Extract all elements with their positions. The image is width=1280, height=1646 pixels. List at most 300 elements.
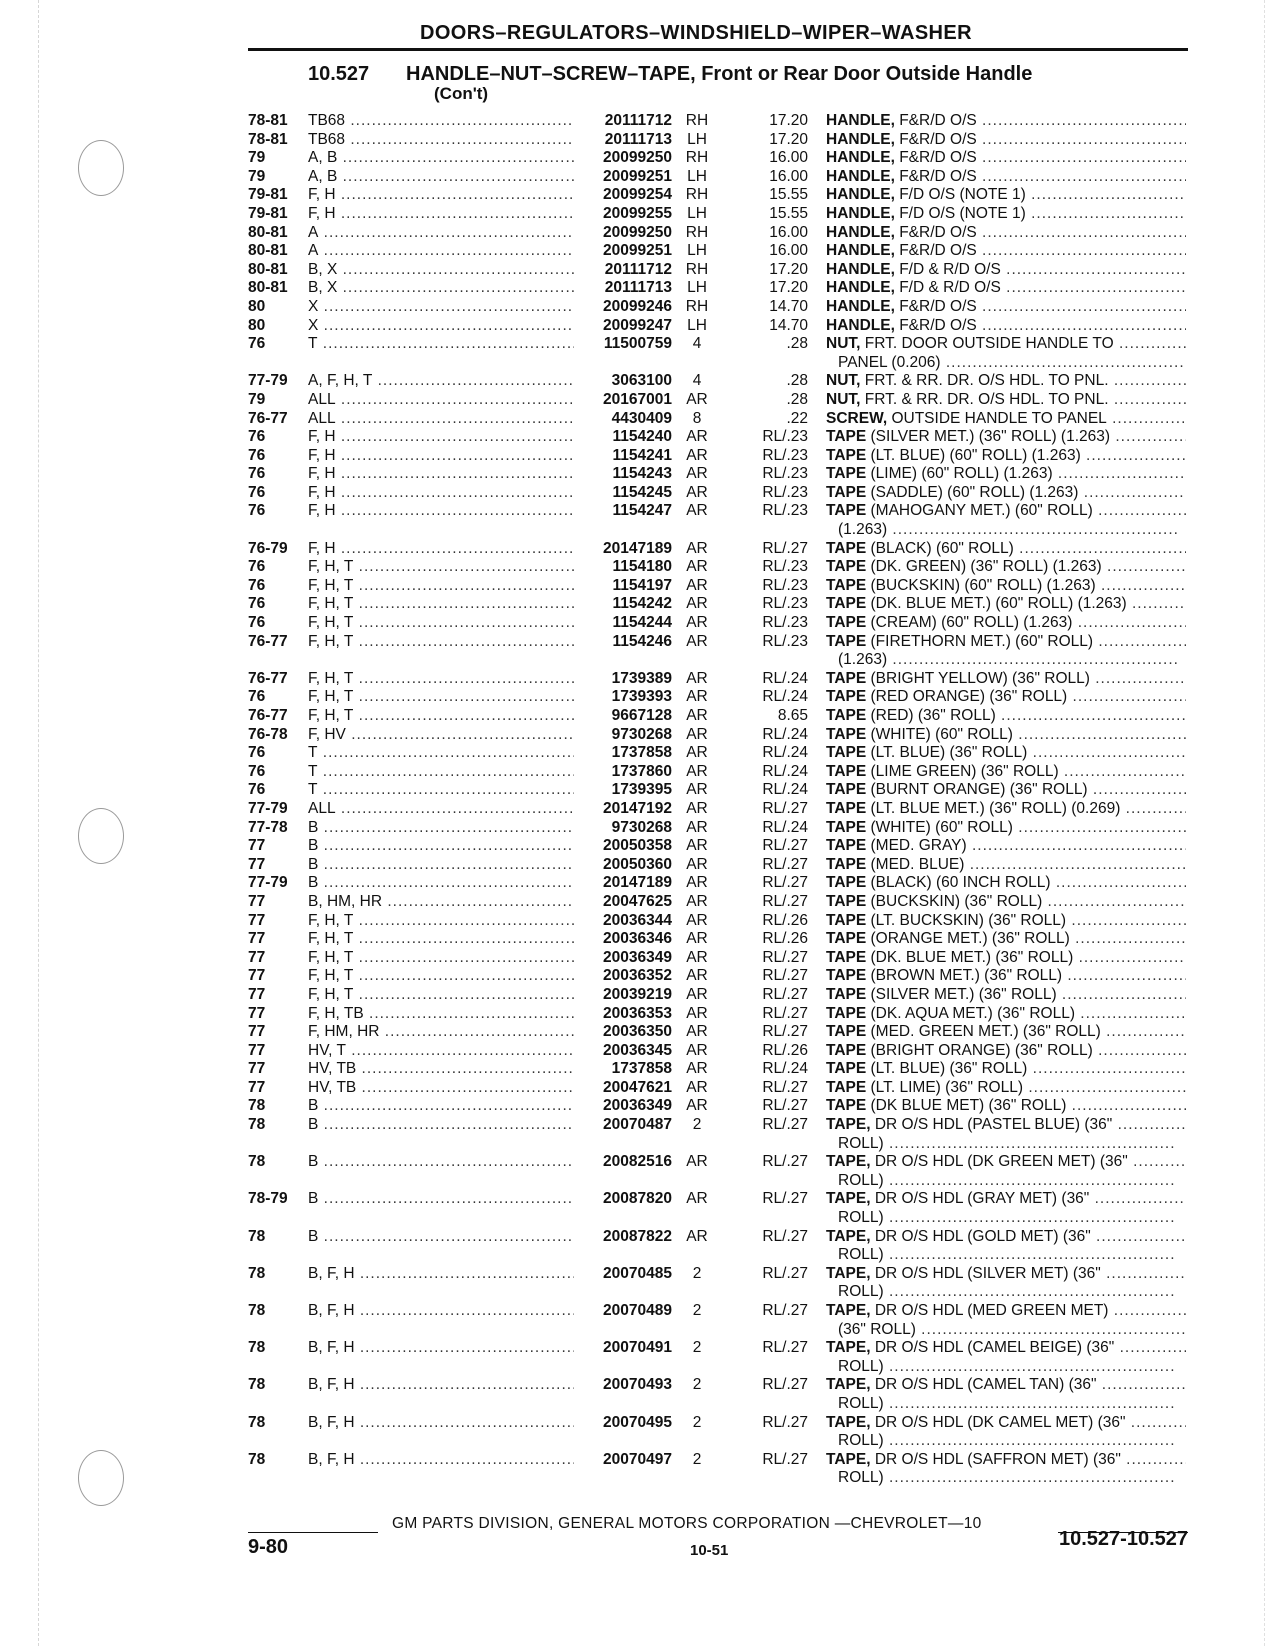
description-line bbox=[826, 763, 1186, 782]
series: T ..... bbox=[308, 781, 574, 800]
item-detail: (FIRETHORN MET.) (60" ROLL) bbox=[870, 632, 1094, 650]
price: 17.20 bbox=[769, 260, 808, 278]
price: RL/.23 bbox=[762, 576, 808, 594]
description bbox=[826, 1265, 1186, 1302]
description bbox=[826, 1190, 1186, 1227]
table-row bbox=[0, 837, 1280, 856]
table-row bbox=[0, 874, 1280, 893]
series: F, HM, HR ..... bbox=[308, 1023, 574, 1042]
model-year: 76-79 bbox=[248, 539, 288, 557]
part-number: 20099251 bbox=[600, 242, 672, 261]
part-number: 1739395 bbox=[609, 781, 672, 800]
description-line bbox=[826, 484, 1186, 503]
table-row bbox=[0, 856, 1280, 875]
price: RL/.23 bbox=[762, 446, 808, 464]
model-year: 76 bbox=[248, 576, 266, 594]
table-row bbox=[0, 298, 1280, 317]
price: RL/.27 bbox=[762, 892, 808, 910]
item-detail: (ORANGE MET.) (36" ROLL) bbox=[870, 930, 1070, 948]
part-number: 20167001 bbox=[600, 391, 672, 410]
item-detail: (BUCKSKIN) (36" ROLL) bbox=[870, 892, 1043, 910]
description bbox=[826, 893, 1186, 912]
model-year: 76 bbox=[248, 595, 266, 613]
table-row bbox=[0, 949, 1280, 968]
item-detail: (LT. BUCKSKIN) (36" ROLL) bbox=[870, 911, 1067, 929]
series: F, H, T ..... bbox=[308, 633, 574, 652]
item-name: TAPE bbox=[826, 614, 867, 632]
series: ALL ..... bbox=[308, 391, 574, 410]
price: RL/.23 bbox=[762, 428, 808, 446]
price: RL/.27 bbox=[762, 539, 808, 557]
description-line bbox=[826, 317, 1186, 336]
description-line bbox=[826, 391, 1186, 410]
item-detail: (RED ORANGE) (36" ROLL) bbox=[870, 688, 1068, 706]
item-detail: F/D O/S (NOTE 1) bbox=[899, 204, 1026, 222]
series: F, H, T ..... bbox=[308, 688, 574, 707]
description bbox=[826, 1339, 1186, 1376]
item-detail: F/D O/S (NOTE 1) bbox=[899, 186, 1026, 204]
quantity: AR bbox=[686, 967, 708, 985]
item-name: TAPE bbox=[826, 892, 867, 910]
quantity: AR bbox=[686, 595, 708, 613]
description-line bbox=[826, 967, 1186, 986]
item-detail: DR O/S HDL (SILVER MET) (36" bbox=[874, 1264, 1101, 1282]
description bbox=[826, 1023, 1186, 1042]
description bbox=[826, 856, 1186, 875]
model-year: 78-81 bbox=[248, 130, 288, 148]
part-number: 20099251 bbox=[600, 168, 672, 187]
series: A, F, H, T ..... bbox=[308, 372, 574, 391]
item-name: TAPE bbox=[826, 1004, 867, 1022]
table-row bbox=[0, 1079, 1280, 1098]
description-line bbox=[826, 428, 1186, 447]
item-name: TAPE bbox=[826, 725, 867, 743]
part-number: 20099254 bbox=[600, 186, 672, 205]
description bbox=[826, 763, 1186, 782]
item-detail: (SADDLE) (60" ROLL) (1.263) bbox=[870, 483, 1079, 501]
description bbox=[826, 1451, 1186, 1488]
series: F, H ..... bbox=[308, 428, 574, 447]
table-row bbox=[0, 595, 1280, 614]
table-row bbox=[0, 484, 1280, 503]
model-year: 77 bbox=[248, 967, 266, 985]
price: RL/.27 bbox=[762, 1097, 808, 1115]
model-year: 76 bbox=[248, 465, 266, 483]
description bbox=[826, 614, 1186, 633]
quantity: AR bbox=[686, 707, 708, 724]
description-line bbox=[826, 1079, 1186, 1098]
price: 16.00 bbox=[769, 242, 808, 260]
model-year: 76-78 bbox=[248, 725, 288, 743]
price: RL/.27 bbox=[762, 1302, 808, 1319]
price: RL/.27 bbox=[762, 837, 808, 855]
price: RL/.24 bbox=[762, 762, 808, 780]
price: .22 bbox=[786, 409, 808, 427]
quantity: AR bbox=[686, 799, 708, 817]
price: RL/.27 bbox=[762, 1004, 808, 1022]
table-row bbox=[0, 335, 1280, 372]
part-number: 20036352 bbox=[600, 967, 672, 986]
table-row bbox=[0, 558, 1280, 577]
series: B, F, H ..... bbox=[308, 1265, 574, 1284]
description-continuation: ROLL) ..... bbox=[826, 1283, 1186, 1302]
item-name: TAPE bbox=[826, 874, 867, 892]
item-detail: (DK. BLUE MET.) (60" ROLL) (1.263) bbox=[870, 595, 1127, 613]
model-year: 77 bbox=[248, 1041, 266, 1059]
item-name: TAPE, bbox=[826, 1227, 871, 1245]
model-year: 79 bbox=[248, 167, 266, 185]
item-name: TAPE bbox=[826, 818, 867, 836]
series: B, F, H ..... bbox=[308, 1376, 574, 1395]
description bbox=[826, 465, 1186, 484]
quantity: LH bbox=[687, 242, 707, 260]
series: B, F, H ..... bbox=[308, 1302, 574, 1321]
table-row bbox=[0, 410, 1280, 429]
table-row bbox=[0, 261, 1280, 280]
series: F, H ..... bbox=[308, 186, 574, 205]
item-name: TAPE bbox=[826, 781, 867, 799]
price: 16.00 bbox=[769, 149, 808, 167]
part-number: 20099247 bbox=[600, 317, 672, 336]
part-number: 3063100 bbox=[609, 372, 672, 391]
description bbox=[826, 949, 1186, 968]
item-detail: (LT. BLUE MET.) (36" ROLL) (0.269) bbox=[870, 799, 1121, 817]
table-row bbox=[0, 688, 1280, 707]
series: B, F, H ..... bbox=[308, 1414, 574, 1433]
item-detail: (BUCKSKIN) (60" ROLL) (1.263) bbox=[870, 576, 1096, 594]
price: RL/.23 bbox=[762, 483, 808, 501]
description-continuation: ROLL) ..... bbox=[826, 1358, 1186, 1377]
series: A ..... bbox=[308, 224, 574, 243]
description-continuation: ROLL) ..... bbox=[826, 1172, 1186, 1191]
item-detail: F&R/D O/S bbox=[899, 167, 977, 185]
item-name: TAPE, bbox=[826, 1450, 871, 1468]
description-line bbox=[826, 930, 1186, 949]
item-name: HANDLE, bbox=[826, 316, 895, 334]
item-detail: F/D & R/D O/S bbox=[899, 279, 1001, 297]
description bbox=[826, 224, 1186, 243]
item-name: HANDLE, bbox=[826, 149, 895, 167]
table-row bbox=[0, 186, 1280, 205]
series: T ..... bbox=[308, 763, 574, 782]
quantity: 2 bbox=[692, 1450, 702, 1468]
part-number: 1154243 bbox=[610, 465, 673, 484]
model-year: 76 bbox=[248, 502, 266, 520]
item-name: TAPE bbox=[826, 446, 867, 464]
series: F, H, T ..... bbox=[308, 577, 574, 596]
series: F, H, T ..... bbox=[308, 949, 574, 968]
quantity: AR bbox=[686, 911, 708, 929]
description bbox=[826, 205, 1186, 224]
quantity: 4 bbox=[692, 372, 702, 390]
footer-page-number: 10-51 bbox=[690, 1542, 729, 1559]
description bbox=[826, 1042, 1186, 1061]
description bbox=[826, 1376, 1186, 1413]
item-detail: FRT. & RR. DR. O/S HDL. TO PNL. bbox=[864, 390, 1109, 408]
table-row bbox=[0, 242, 1280, 261]
section-heading bbox=[308, 63, 1032, 86]
table-row bbox=[0, 112, 1280, 131]
item-detail: F&R/D O/S bbox=[899, 242, 977, 260]
table-row bbox=[0, 614, 1280, 633]
series: A, B ..... bbox=[308, 149, 574, 168]
part-number: 1739393 bbox=[609, 688, 672, 707]
table-row bbox=[0, 1042, 1280, 1061]
series: T ..... bbox=[308, 744, 574, 763]
item-detail: OUTSIDE HANDLE TO PANEL bbox=[891, 409, 1107, 427]
model-year: 76 bbox=[248, 335, 266, 353]
footer-rule bbox=[248, 1532, 378, 1533]
description bbox=[826, 261, 1186, 280]
price: RL/.24 bbox=[762, 744, 808, 762]
quantity: AR bbox=[686, 1041, 708, 1059]
price: RL/.27 bbox=[762, 1153, 808, 1171]
item-name: HANDLE, bbox=[826, 167, 895, 185]
model-year: 80-81 bbox=[248, 260, 288, 278]
quantity: AR bbox=[686, 1097, 708, 1115]
table-row bbox=[0, 577, 1280, 596]
item-detail: (LT. BLUE) (60" ROLL) (1.263) bbox=[870, 446, 1081, 464]
item-name: TAPE bbox=[826, 855, 867, 873]
description-line bbox=[826, 1302, 1186, 1321]
description-line bbox=[826, 279, 1186, 298]
quantity: RH bbox=[685, 112, 709, 129]
item-detail: (MAHOGANY MET.) (60" ROLL) bbox=[870, 502, 1093, 520]
part-number: 20111712 bbox=[602, 261, 672, 280]
model-year: 77 bbox=[248, 930, 266, 948]
table-row bbox=[0, 1023, 1280, 1042]
price: RL/.27 bbox=[762, 1227, 808, 1245]
price: RL/.27 bbox=[762, 1450, 808, 1468]
model-year: 76 bbox=[248, 446, 266, 464]
price: RL/.23 bbox=[762, 465, 808, 483]
part-number: 20070491 bbox=[600, 1339, 672, 1358]
series: B, HM, HR ..... bbox=[308, 893, 574, 912]
description-line bbox=[826, 1376, 1186, 1395]
item-name: TAPE, bbox=[826, 1376, 871, 1394]
item-name: HANDLE, bbox=[826, 260, 895, 278]
description-line bbox=[826, 1042, 1186, 1061]
description-line bbox=[826, 261, 1186, 280]
series: F, H, T ..... bbox=[308, 595, 574, 614]
model-year: 76-77 bbox=[248, 632, 288, 650]
description bbox=[826, 317, 1186, 336]
model-year: 78 bbox=[248, 1450, 266, 1468]
item-detail: (BRIGHT ORANGE) (36" ROLL) bbox=[870, 1041, 1093, 1059]
price: 16.00 bbox=[769, 223, 808, 241]
series: ALL ..... bbox=[308, 410, 574, 429]
quantity: LH bbox=[687, 167, 707, 185]
description-line bbox=[826, 540, 1186, 559]
table-row bbox=[0, 502, 1280, 539]
series: B, X ..... bbox=[308, 279, 574, 298]
description-line bbox=[826, 1265, 1186, 1284]
model-year: 78 bbox=[248, 1264, 266, 1282]
part-number: 20087820 bbox=[600, 1190, 672, 1209]
description-continuation: ROLL) ..... bbox=[826, 1469, 1186, 1488]
quantity: 2 bbox=[692, 1264, 702, 1282]
description-line bbox=[826, 1451, 1186, 1470]
description bbox=[826, 595, 1186, 614]
part-number: 1739389 bbox=[609, 670, 672, 689]
item-name: TAPE, bbox=[826, 1413, 871, 1431]
item-detail: FRT. DOOR OUTSIDE HANDLE TO bbox=[864, 335, 1114, 353]
model-year: 76 bbox=[248, 483, 266, 501]
description-line bbox=[826, 1414, 1186, 1433]
description-line bbox=[826, 670, 1186, 689]
description-continuation: (36" ROLL) ..... bbox=[826, 1321, 1186, 1340]
series: B, F, H ..... bbox=[308, 1451, 574, 1470]
item-detail: F&R/D O/S bbox=[899, 112, 977, 129]
price: 17.20 bbox=[769, 112, 808, 129]
quantity: AR bbox=[686, 892, 708, 910]
item-detail: (BRIGHT YELLOW) (36" ROLL) bbox=[870, 669, 1090, 687]
part-number: 20111712 bbox=[602, 112, 672, 131]
description bbox=[826, 168, 1186, 187]
item-detail: (BROWN MET.) (36" ROLL) bbox=[870, 967, 1063, 985]
item-name: TAPE bbox=[826, 595, 867, 613]
part-number: 20147189 bbox=[600, 540, 672, 559]
part-number: 20050358 bbox=[600, 837, 672, 856]
price: RL/.23 bbox=[762, 614, 808, 632]
description bbox=[826, 447, 1186, 466]
description-line bbox=[826, 744, 1186, 763]
model-year: 77 bbox=[248, 855, 266, 873]
model-year: 77 bbox=[248, 1004, 266, 1022]
item-detail: FRT. & RR. DR. O/S HDL. TO PNL. bbox=[864, 372, 1109, 390]
description-line bbox=[826, 1005, 1186, 1024]
description-continuation: (1.263) ..... bbox=[826, 651, 1186, 670]
parts-list bbox=[0, 112, 1280, 1488]
quantity: AR bbox=[686, 744, 708, 762]
description-line bbox=[826, 874, 1186, 893]
description bbox=[826, 484, 1186, 503]
footer-date: 9-80 bbox=[248, 1536, 289, 1558]
quantity: AR bbox=[686, 818, 708, 836]
price: 8.65 bbox=[777, 707, 808, 724]
description bbox=[826, 837, 1186, 856]
part-number: 20036349 bbox=[600, 949, 672, 968]
table-row bbox=[0, 670, 1280, 689]
quantity: AR bbox=[686, 781, 708, 799]
part-number: 20099250 bbox=[600, 149, 672, 168]
description-line bbox=[826, 688, 1186, 707]
model-year: 77 bbox=[248, 948, 266, 966]
price: RL/.27 bbox=[762, 1264, 808, 1282]
model-year: 76-77 bbox=[248, 707, 288, 724]
description-line bbox=[826, 577, 1186, 596]
item-name: TAPE bbox=[826, 669, 867, 687]
item-name: NUT, bbox=[826, 335, 861, 353]
description bbox=[826, 800, 1186, 819]
model-year: 76 bbox=[248, 558, 266, 576]
table-row bbox=[0, 1190, 1280, 1227]
price: RL/.23 bbox=[762, 632, 808, 650]
item-name: TAPE bbox=[826, 930, 867, 948]
quantity: AR bbox=[686, 539, 708, 557]
price: .28 bbox=[786, 390, 808, 408]
part-number: 20099246 bbox=[600, 298, 672, 317]
part-number: 20036349 bbox=[600, 1097, 672, 1116]
page-title: DOORS–REGULATORS–WINDSHIELD–WIPER–WASHER bbox=[420, 22, 972, 44]
price: RL/.27 bbox=[762, 1078, 808, 1096]
item-name: TAPE bbox=[826, 465, 867, 483]
series: B ..... bbox=[308, 837, 574, 856]
description bbox=[826, 558, 1186, 577]
item-detail: (SILVER MET.) (36" ROLL) (1.263) bbox=[870, 428, 1111, 446]
item-detail: (WHITE) (60" ROLL) bbox=[870, 725, 1013, 743]
table-row bbox=[0, 633, 1280, 670]
quantity: RH bbox=[685, 186, 709, 204]
table-row bbox=[0, 1265, 1280, 1302]
quantity: AR bbox=[686, 688, 708, 706]
table-row bbox=[0, 391, 1280, 410]
table-row bbox=[0, 317, 1280, 336]
item-detail: (MED. GRAY) bbox=[870, 837, 967, 855]
quantity: LH bbox=[687, 316, 707, 334]
series: B ..... bbox=[308, 819, 574, 838]
table-row bbox=[0, 465, 1280, 484]
quantity: AR bbox=[686, 1023, 708, 1041]
item-name: TAPE bbox=[826, 707, 867, 724]
table-row bbox=[0, 800, 1280, 819]
item-name: TAPE bbox=[826, 576, 867, 594]
item-name: HANDLE, bbox=[826, 242, 895, 260]
quantity: AR bbox=[686, 669, 708, 687]
item-detail: (BURNT ORANGE) (36" ROLL) bbox=[870, 781, 1088, 799]
model-year: 78-79 bbox=[248, 1190, 288, 1208]
item-detail: (CREAM) (60" ROLL) (1.263) bbox=[870, 614, 1073, 632]
model-year: 79 bbox=[248, 149, 266, 167]
part-number: 20087822 bbox=[600, 1228, 672, 1247]
description-line bbox=[826, 1116, 1186, 1135]
price: RL/.27 bbox=[762, 1023, 808, 1041]
series: B, F, H ..... bbox=[308, 1339, 574, 1358]
item-name: TAPE bbox=[826, 1041, 867, 1059]
item-detail: (DK. GREEN) (36" ROLL) (1.263) bbox=[870, 558, 1102, 576]
quantity: 8 bbox=[692, 409, 702, 427]
model-year: 77-79 bbox=[248, 799, 288, 817]
description-line bbox=[826, 856, 1186, 875]
quantity: AR bbox=[686, 930, 708, 948]
part-number: 1154197 bbox=[610, 577, 673, 596]
part-number: 20147189 bbox=[600, 874, 672, 893]
series: HV, TB ..... bbox=[308, 1060, 574, 1079]
item-name: TAPE bbox=[826, 502, 867, 520]
table-row bbox=[0, 744, 1280, 763]
part-number: 20050360 bbox=[600, 856, 672, 875]
price: RL/.27 bbox=[762, 1190, 808, 1208]
table-row bbox=[0, 540, 1280, 559]
section-title: HANDLE–NUT–SCREW–TAPE, Front or Rear Door Outside Handle bbox=[406, 63, 1033, 85]
item-detail: DR O/S HDL (CAMEL BEIGE) (36" bbox=[874, 1339, 1115, 1357]
description bbox=[826, 744, 1186, 763]
table-row bbox=[0, 447, 1280, 466]
item-name: TAPE, bbox=[826, 1264, 871, 1282]
quantity: RH bbox=[685, 297, 709, 315]
item-name: TAPE bbox=[826, 483, 867, 501]
description-line bbox=[826, 372, 1186, 391]
part-number: 1154245 bbox=[610, 484, 673, 503]
item-name: TAPE bbox=[826, 744, 867, 762]
series: A, B ..... bbox=[308, 168, 574, 187]
item-name: TAPE bbox=[826, 1060, 867, 1078]
quantity: RH bbox=[685, 149, 709, 167]
footer-publisher: GM PARTS DIVISION, GENERAL MOTORS CORPORATION —CHEVROLET—10 bbox=[392, 1515, 982, 1532]
description bbox=[826, 131, 1186, 150]
item-name: HANDLE, bbox=[826, 186, 895, 204]
series: F, H ..... bbox=[308, 502, 574, 521]
